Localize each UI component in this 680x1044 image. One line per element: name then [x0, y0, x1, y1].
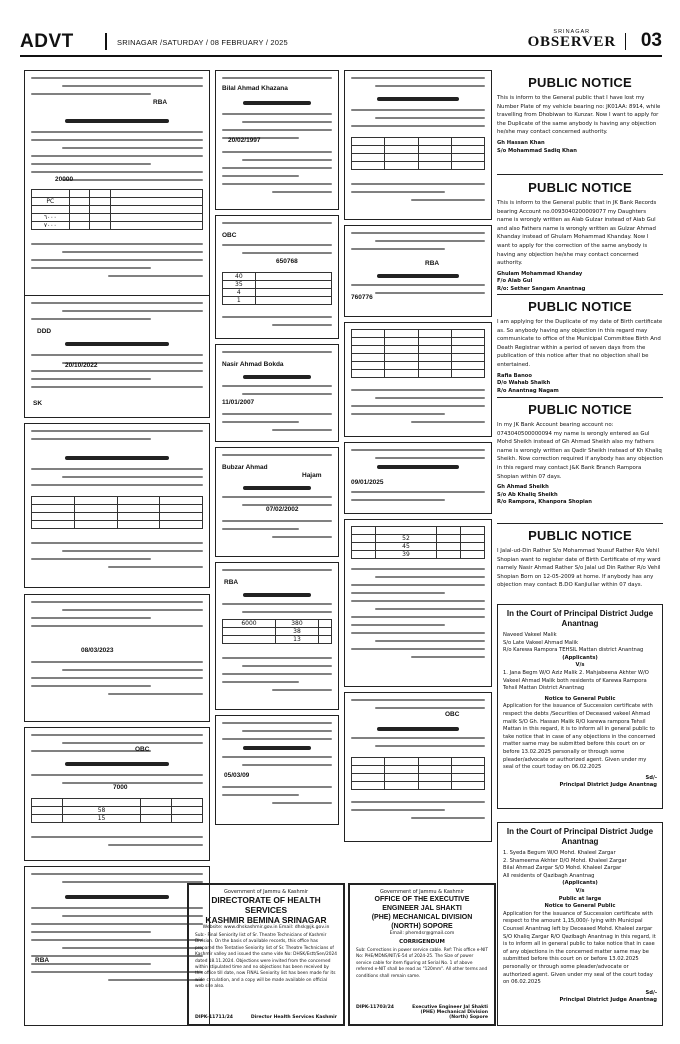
table-cell: 15 — [62, 815, 140, 823]
table-cell: ٦٠٠٠ — [32, 214, 70, 222]
notice-heading — [65, 762, 168, 766]
public-notice-1 — [497, 75, 663, 155]
notice-body: Sub:- Final Seniority list of Sr. Theatre Technicians of Kashmir Division. On the basis of available records, this office has prepared the Tentative Seniority list of Sr. Theatre Technicians of Kashmir valley and issued the same vide No: DHSK/Estt/Sen/2024 dated 18.11.2024. Objections were invited from the concerned within stipulated time and no objections has been received by this office till date, now FINAL Seniority list has been made for its wide circulation, and a copy will be made available on official web site also. — [195, 933, 337, 990]
notice-title: PUBLIC NOTICE — [528, 180, 632, 195]
notice-body: Sub: Corrections in power service cable. Ref: This office e-NIT No: PHE/MDNS/NIT/E-54 of 2024-25. The Size of power service cable for item figuring at Serial No. 1 of above referred e-NIT shall be read as "120mm". All other terms and conditions shall remain same. — [356, 948, 489, 979]
signatory: Director Health Services Kashmir — [250, 1015, 337, 1020]
notice-signature — [497, 484, 663, 507]
category-code: OBC — [445, 711, 460, 718]
table-cell: 4 — [223, 289, 256, 297]
notice-heading — [243, 746, 311, 750]
notice-date: 05/03/09 — [224, 772, 250, 779]
notice-title: PUBLIC NOTICE — [528, 299, 632, 314]
notice-signature — [497, 140, 663, 155]
table-cell: 38 — [275, 628, 318, 636]
category-code: OBC — [135, 746, 150, 753]
notice-heading — [65, 895, 168, 899]
dept-subtitle: (PHE) MECHANICAL DIVISION (NORTH) SOPORE — [371, 914, 473, 930]
notice-heading — [65, 456, 168, 460]
notice-heading — [377, 465, 459, 469]
applicant-surname: Hajam — [302, 472, 322, 479]
urdu-notice-10 — [215, 447, 339, 557]
urdu-notice-9 — [215, 344, 339, 442]
urdu-notice-3 — [24, 423, 210, 588]
family-table — [351, 329, 485, 378]
family-table — [351, 757, 485, 790]
court-line: R/o Karewa Rampora TEHSIL Mattan district Anantnag — [503, 647, 644, 654]
signature-line: Gh Ahmad Sheikh — [497, 484, 549, 491]
court-line: 1. Syeda Begum W/O Mohd. Khaleel Zargar — [503, 850, 616, 856]
urdu-notice-12 — [215, 715, 339, 825]
notice-heading — [243, 593, 311, 597]
amount-value: 7000 — [113, 784, 128, 791]
table-cell: 1 — [223, 297, 256, 305]
notice-date: 08/03/2023 — [81, 647, 114, 654]
court-line: Application for the issuance of Succession certificate with respect to the amount 1,15,000/- lying with Municipal Counsel Anantnag left by Deceased Mohd. Khaleel zargar S/O Khaliq Zargar R/O Qazibagh Anantnag in this regard, it is to inform all in general public to take notice that in case of any objections in the concerned matter same may be submitted before this court on or before 13.02.2025 personally or through some pleader/advocate or authorized agent. Given under my seal of the court today on 06.02.2025 — [503, 910, 656, 986]
amount-value: 20000 — [55, 176, 74, 183]
divider — [497, 523, 663, 524]
signature-line: S/o Ab Khaliq Sheikh — [497, 491, 558, 498]
dept-subtitle: KASHMIR BEMINA SRINAGAR — [205, 915, 327, 925]
bank-code: RBA — [35, 957, 50, 964]
court-line: (Applicants) — [562, 880, 598, 887]
signature-line: Rafia Banoo — [497, 372, 532, 379]
bank-code: RBA — [153, 99, 168, 106]
gov-header: Government of Jammu & Kashmir — [223, 889, 309, 895]
urdu-notice-8 — [215, 215, 339, 339]
header-divider — [625, 33, 627, 50]
notice-body: I am applying for the Duplicate of my date of Birth certificate as. So anybody having any objection in this regard may communicate to office of the Municipal Committee Birth And Death Registrar within a period of seven days from the publication of this notice after that no objection shall be entertained. — [497, 319, 663, 368]
urdu-notice-18 — [344, 692, 492, 842]
dept-contact: Website: www.dhskashmir.gov.in Email: dhsk@jk.gov.in — [202, 925, 330, 930]
section-label: ADVT — [20, 31, 74, 52]
table-cell: 35 — [223, 281, 256, 289]
category-code: OBC — [222, 232, 237, 239]
urdu-notice-15 — [344, 322, 492, 437]
court-line: 1. Jana Begm W/O Aziz Malik 2. Mahjabeena Akhter W/O Vakeel Ahmad Malik both residents of Karewa Rampora Tehsil Mattan District Anantnag — [503, 669, 649, 692]
urdu-notice-4 — [24, 594, 210, 722]
court-notice-1 — [497, 604, 663, 809]
notice-date: 09/01/2025 — [351, 479, 384, 486]
office-code: DDD — [37, 328, 52, 335]
notice-date: 07/02/2002 — [266, 506, 299, 513]
court-notice-2 — [497, 822, 663, 1026]
notice-date: 11/01/2007 — [222, 399, 255, 406]
court-line: V/s — [575, 662, 585, 669]
notice-body: This is inform to the General public that in JK Bank Records bearing Account no.0093040200009077 my Daughters name is wrongly written as Aiab Gulzar instead of Aiab Gul and also Fathers name is wrongly written as Gulzar Ahmad Khanday instead of Ghulam Mohammad Khanday. Now I want to apply for the correction of the same anybody is having any objection he/she may contact concerned authority. — [497, 200, 657, 267]
public-notice-2 — [497, 180, 663, 294]
dept-title: OFFICE OF THE EXECUTIVE ENGINEER JAL SHAKTI — [374, 896, 470, 912]
table-cell: 40 — [223, 273, 256, 281]
signature-line: F/o Aiab Gul — [497, 278, 533, 285]
notice-heading — [243, 486, 311, 490]
notice-date: 20/10/2022 — [65, 362, 98, 369]
notice-title: PUBLIC NOTICE — [528, 75, 632, 90]
applicant-name: Nasir Ahmad Bokda — [222, 361, 284, 368]
notice-heading — [65, 119, 168, 123]
notice-heading — [65, 342, 168, 346]
dept-contact: Email: phemdsr@gmail.com — [389, 931, 455, 936]
urdu-notice-7 — [215, 70, 339, 210]
table-cell: ٧٠٠٠ — [32, 222, 70, 230]
table-cell: 52 — [376, 535, 437, 543]
applicant-name: Bilal Ahmad Khazana — [222, 85, 288, 92]
health-services-notice — [187, 883, 345, 1026]
signature-line: R/o Anantnag Nagam — [497, 387, 559, 394]
table-cell: 39 — [376, 551, 437, 559]
court-line: Application for the issuance of Succession certificate with respect the debts /Securities of Deceased vakeel Ahmad malik S/O Gh. Hassan Malik R/O karewa rampora Tehsil Mattan in this regard, it is to inform all in general public to take notice that in case of any objections in the concerned matter same may be submitted before this court on or before 13.02.2025 personally or through some pleader/advocate or authorized agent. Given under my seal of the court today on 06.02.2025 — [503, 703, 656, 771]
public-notice-5 — [497, 528, 663, 590]
page-header — [20, 27, 662, 57]
signatory: Executive Engineer Jal Shakti (PHE) Mechanical Division (North) Sopore — [412, 1005, 488, 1020]
family-table — [222, 272, 332, 305]
court-line: Public at large — [558, 895, 602, 902]
notice-body: I Jalal-ud-Din Rather S/o Mohammad Yousuf Rather R/o Vehil Shopian want to register date of Birth Certificate of my ward namely Nasir Ahmad Rather S/o Jalal ud Din Rather R/o Vehil Shopian Born on 12-05-2009 at home. If anybody has any objection may contact B.DO Kanjiullar within 07 days. — [497, 548, 661, 589]
family-table — [31, 189, 203, 230]
court-title: In the Court of Principal District Judge Anantnag — [506, 827, 654, 846]
signature-line: S/o Mohammad Sadiq Khan — [497, 147, 577, 154]
divider — [497, 397, 663, 398]
reference-number: 760776 — [351, 294, 373, 301]
notice-signature — [497, 373, 663, 396]
court-line: (Applicants) — [562, 654, 598, 661]
notice-heading — [377, 727, 459, 731]
notice-heading: CORRIGENDUM — [399, 939, 445, 945]
table-cell: 6000 — [223, 620, 276, 628]
dept-title: DIRECTORATE OF HEALTH SERVICES — [211, 895, 321, 915]
page-number: 03 — [640, 30, 662, 51]
table-cell: 58 — [62, 807, 140, 815]
court-title: In the Court of Principal District Judge Anantnag — [506, 609, 654, 628]
family-table — [222, 619, 332, 644]
urdu-notice-5 — [24, 727, 210, 861]
court-line: S/o Late Vakeel Ahmad Malik — [503, 639, 578, 646]
family-table — [31, 798, 203, 823]
office-code: SK — [33, 400, 43, 407]
court-line: Sd/- — [645, 989, 657, 996]
signature-line: R/o: Sether Sangam Anantnag — [497, 285, 586, 292]
court-line: 2. Shameema Akhter D/O Mohd. Khaleel Zargar — [503, 857, 627, 864]
court-line: Naveed Vakeel Malik — [503, 632, 557, 638]
signature-line: D/o Wahab Shaikh — [497, 380, 551, 387]
court-line: Notice to General Public — [544, 695, 616, 702]
urdu-notice-13 — [344, 70, 492, 220]
table-cell: PC — [32, 198, 70, 206]
notice-heading — [377, 97, 459, 101]
newspaper-logo — [528, 29, 616, 49]
family-table — [31, 496, 203, 529]
bank-code: RBA — [224, 579, 239, 586]
urdu-notice-2 — [24, 295, 210, 418]
court-line: Sd/- — [645, 774, 657, 781]
notice-title: PUBLIC NOTICE — [528, 402, 632, 417]
table-cell: 13 — [275, 636, 318, 644]
urdu-notice-11 — [215, 562, 339, 710]
court-line: V/s — [575, 887, 585, 894]
public-notice-3 — [497, 299, 663, 395]
urdu-notice-16 — [344, 442, 492, 514]
notice-heading — [243, 375, 311, 379]
dipk-number: DIPK-11703/24 — [356, 1005, 395, 1010]
signature-line: Gh Hassan Khan — [497, 139, 545, 146]
applicant-name: Bubzar Ahmad — [222, 464, 268, 471]
court-line: Bilal Ahmad Zargar S/O Mohd. Khaleel Zargar — [503, 865, 622, 872]
court-line: Notice to General Public — [544, 903, 616, 910]
notice-heading — [377, 274, 459, 278]
gov-header: Government of Jammu & Kashmir — [379, 889, 465, 895]
court-line: Principal District Judge Anantnag — [559, 997, 657, 1004]
urdu-notice-14 — [344, 225, 492, 317]
jal-shakti-notice — [348, 883, 496, 1026]
notice-signature — [497, 271, 663, 294]
family-table — [351, 137, 485, 170]
signature-line: R/o Rampora, Khanpora Shopian — [497, 499, 592, 506]
signature-line: Ghulam Mohammad Khanday — [497, 270, 583, 277]
table-cell: 380 — [275, 620, 318, 628]
notice-title: PUBLIC NOTICE — [528, 528, 632, 543]
urdu-notice-17 — [344, 519, 492, 687]
notice-date: 20/02/1997 — [228, 137, 261, 144]
notice-heading — [243, 101, 311, 105]
logo-city: SRINAGAR — [553, 29, 591, 35]
header-divider — [105, 33, 107, 50]
dateline: SRINAGAR /SATURDAY / 08 FEBRUARY / 2025 — [117, 38, 288, 47]
family-table — [351, 526, 485, 559]
court-line: All residents of Qazibagh Anantnag — [503, 872, 595, 879]
bank-code: RBA — [425, 260, 440, 267]
urdu-notice-6 — [24, 866, 210, 1026]
reference-number: 650768 — [276, 258, 298, 265]
notice-body: In my JK Bank Account bearing account no: 0743040500000094 my name is wrongly entered as Gul Mohd Sheikh instead of Gh Ahmad Sheikh also my fathers name is wrongly written as Qadir Sheikh instead of Kh Khaliq Sheikh. Now correction required if anybody has any objection in this regard may contact J&K Bank Branch Rampora Shopian within 07 days. — [497, 422, 663, 480]
court-line: Principal District Judge Anantnag — [559, 782, 657, 789]
logo-name: OBSERVER — [527, 34, 616, 50]
divider — [497, 294, 663, 295]
divider — [497, 174, 663, 175]
notice-body: This is inform to the General public that I have lost my Number Plate of my vehicle bearing no: JK01AA: 8914, while travelling from Dhobiwan to Kunzar. Now I want to apply for the Duplicate of the same anybody is having any objection he/she may contact concerned authority. — [497, 95, 661, 136]
table-cell: 45 — [376, 543, 437, 551]
public-notice-4 — [497, 402, 663, 507]
dipk-number: DIPK-11711/24 — [195, 1015, 234, 1020]
